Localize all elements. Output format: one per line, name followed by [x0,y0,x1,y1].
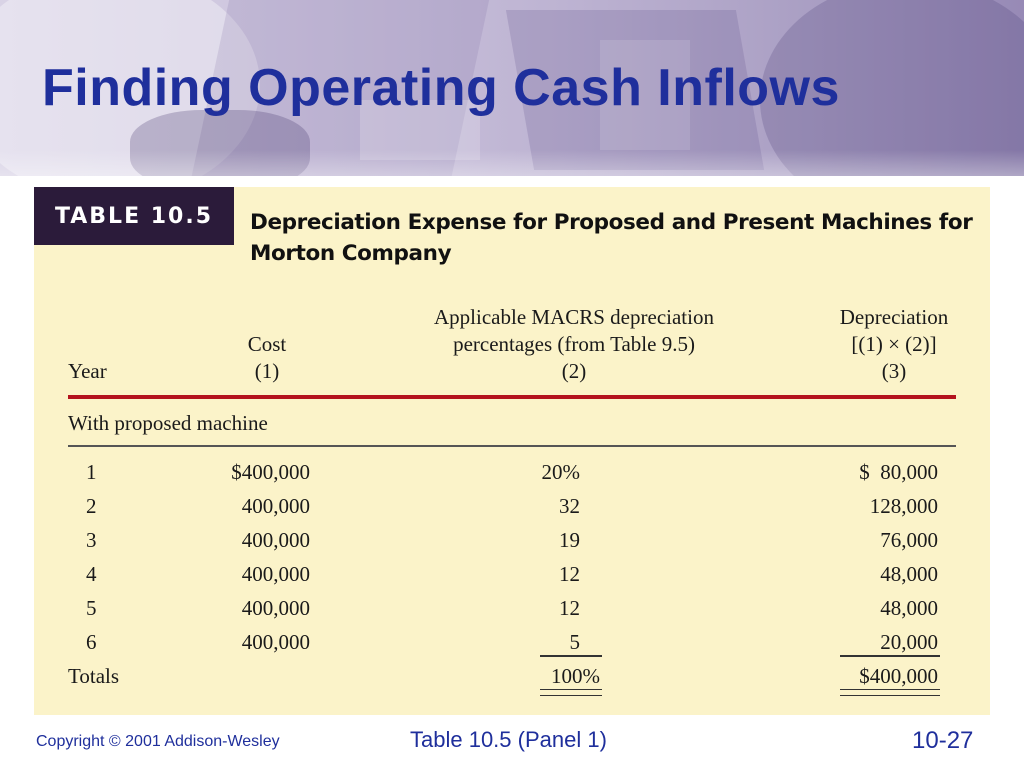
banner-fade [0,150,1024,176]
totals-label: Totals [68,664,120,688]
year-cell: 2 [86,494,97,518]
dep-cell: 20,000 [880,630,938,654]
header-dep-line-3: (3) [881,359,907,383]
page-number: 10-27 [912,727,974,754]
pct-cell: 32 [559,494,580,518]
header-year: Year [68,359,107,383]
pct-cell: 12 [559,562,580,586]
header-pct-line-3: (2) [561,359,587,383]
pct-cell: 20% [541,460,580,484]
slide-title: Finding Operating Cash Inflows [42,59,840,117]
dep-cell: 48,000 [880,562,938,586]
cost-cell: 400,000 [241,562,310,586]
header-dep [824,304,964,385]
pct-cell: 19 [559,528,580,552]
dep-subtotal-rule [840,655,940,657]
header-cost-line-2: (1) [254,359,280,383]
cost-cell: 400,000 [241,596,310,620]
copyright-text: Copyright © 2001 Addison-Wesley [36,733,280,750]
pct-cell: 12 [559,596,580,620]
cost-cell: 400,000 [241,528,310,552]
year-cell: 3 [86,528,97,552]
section-label: With proposed machine [68,411,268,435]
header-dep-line-1: Depreciation [839,305,949,329]
cost-cell: 400,000 [241,494,310,518]
header-dep-line-2: [(1) × (2)] [851,332,937,356]
table-panel [34,187,990,715]
header-rule [68,395,956,399]
table-row [34,455,990,489]
totals-row [34,659,990,693]
header-pct-line-2: percentages (from Table 9.5) [453,332,695,356]
dep-cell: 128,000 [869,494,938,518]
table-row [34,591,990,625]
dep-cell: 76,000 [880,528,938,552]
table-caption: Depreciation Expense for Proposed and Present Machines for Morton Company [250,210,973,266]
table-row [34,557,990,591]
header-pct [404,304,744,385]
pct-subtotal-rule [540,655,602,657]
table-row [34,489,990,523]
totals-dep: $400,000 [859,664,938,688]
year-cell: 4 [86,562,97,586]
header-pct-line-1: Applicable MACRS depreciation [434,305,714,329]
totals-pct: 100% [551,664,600,688]
table-label: TABLE 10.5 [34,187,234,245]
year-cell: 5 [86,596,97,620]
cost-cell: 400,000 [241,630,310,654]
pct-total-double-rule [540,689,602,696]
dep-cell: 48,000 [880,596,938,620]
header-cost [224,331,310,385]
dep-total-double-rule [840,689,940,696]
pct-cell: 5 [569,630,580,654]
table-row [34,625,990,659]
section-rule [68,445,956,447]
year-cell: 6 [86,630,97,654]
cost-cell: $400,000 [231,460,310,484]
table-row [34,523,990,557]
dep-cell: $ 80,000 [859,460,938,484]
header-cost-line-1: Cost [247,332,287,356]
slide-caption: Table 10.5 (Panel 1) [410,727,607,752]
year-cell: 1 [86,460,97,484]
